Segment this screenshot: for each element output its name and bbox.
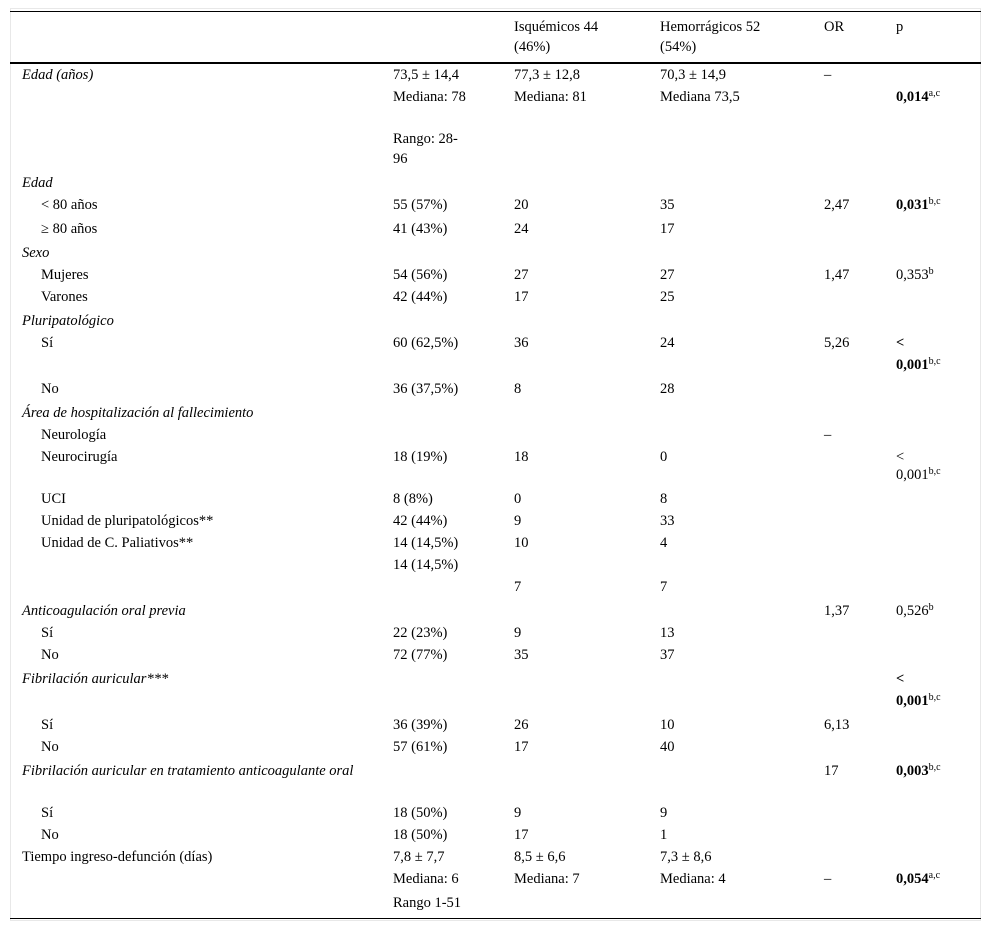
cell-isq: 35 [514, 647, 529, 663]
cell-total: 36 (39%) [393, 717, 448, 733]
cell-isq: 36 [514, 335, 529, 351]
cell-hem: 24 [660, 335, 675, 351]
cell-total: 60 (62,5%) [393, 335, 459, 351]
row-label: No [41, 827, 59, 843]
cell-isq: 18 [514, 449, 529, 465]
cell-hem: 35 [660, 197, 675, 213]
cell-total: 41 (43%) [393, 221, 448, 237]
cell-hem: 1 [660, 827, 668, 843]
row-label: Neurocirugía [41, 449, 118, 465]
row-label: UCI [41, 491, 66, 507]
row-label: Unidad de C. Paliativos** [41, 535, 194, 551]
header-col-or: OR [824, 19, 845, 35]
section-label-fibrilacion: Fibrilación auricular*** [22, 671, 169, 687]
cell-total: 18 (50%) [393, 827, 448, 843]
cell-total: 57 (61%) [393, 739, 448, 755]
header-col-p: p [896, 19, 904, 35]
cell-p: 0,014$^{a,c}$ [896, 88, 941, 105]
row-label: Unidad de pluripatológicos** [41, 513, 214, 529]
cell-p: 0,526$^b$ [896, 602, 934, 619]
cell-hem: 27 [660, 267, 675, 283]
cell-total: 42 (44%) [393, 513, 448, 529]
cell-hem-median: Mediana: 4 [660, 871, 726, 887]
cell-hem: 25 [660, 289, 675, 305]
cell-total: 7,8 ± 7,7 [393, 849, 445, 865]
header-col-isquemicos: Isquémicos 44 (46%) [514, 19, 599, 55]
top-rule [10, 11, 981, 12]
row-label: No [41, 647, 59, 663]
cell-total-median: Mediana: 6 [393, 871, 459, 887]
cell-p: 0,031$^{b,c}$ [896, 196, 941, 213]
section-label-area: Área de hospitalización al fallecimiento [22, 405, 254, 421]
cell-hem: 0 [660, 449, 668, 465]
cell-p: 0,003$^{b,c}$ [896, 762, 941, 779]
row-label: Sí [41, 805, 54, 821]
header-rule [10, 62, 981, 64]
cell-hem: 70,3 ± 14,9 [660, 67, 726, 83]
cell-hem: 28 [660, 381, 675, 397]
section-label-sexo: Sexo [22, 245, 50, 261]
cell-total: 14 (14,5%) [393, 535, 459, 551]
row-label: Sí [41, 625, 54, 641]
cell-isq: 27 [514, 267, 529, 283]
row-label: Tiempo ingreso-defunción (días) [22, 849, 213, 865]
cell-isq: 17 [514, 289, 529, 305]
cell-p: 0,001$^{b,c}$ [896, 356, 941, 373]
cell-or: 6,13 [824, 717, 850, 733]
cell-isq-median: Mediana: 81 [514, 89, 587, 105]
row-label: ≥ 80 años [41, 221, 98, 237]
cell-hem: 37 [660, 647, 675, 663]
cell-or: 1,47 [824, 267, 850, 283]
cell-p: 0,353$^b$ [896, 266, 934, 283]
cell-total-median: Mediana: 78 [393, 89, 466, 105]
cell-hem: 7 [660, 579, 668, 595]
cell-hem: 40 [660, 739, 675, 755]
cell-p-lt: < [896, 449, 905, 465]
cell-p: 0,054$^{a,c}$ [896, 870, 941, 887]
cell-hem: 33 [660, 513, 675, 529]
cell-isq: 8 [514, 381, 522, 397]
cell-isq: 8,5 ± 6,6 [514, 849, 566, 865]
cell-hem: 10 [660, 717, 675, 733]
cell-or: 5,26 [824, 335, 850, 351]
cell-total-2: 14 (14,5%) [393, 557, 459, 573]
cell-isq: 9 [514, 625, 522, 641]
row-label: < 80 años [41, 197, 98, 213]
cell-total-range: Rango 1-51 [393, 895, 462, 911]
cell-or: – [824, 427, 832, 443]
cell-hem-median: Mediana 73,5 [660, 89, 740, 105]
cell-total: 42 (44%) [393, 289, 448, 305]
cell-p: 0,001$^{b,c}$ [896, 692, 941, 709]
header-col-hemorragicos: Hemorrágicos 52 (54%) [660, 19, 761, 55]
row-label: Sí [41, 335, 54, 351]
cell-p-lt: < [896, 671, 905, 687]
cell-or: 2,47 [824, 197, 850, 213]
cell-total-range: Rango: 28-96 [393, 131, 458, 167]
row-label: No [41, 739, 59, 755]
cell-p-lt: < [896, 335, 905, 351]
bottom-rule [10, 918, 981, 919]
cell-isq: 10 [514, 535, 529, 551]
cell-hem: 9 [660, 805, 668, 821]
cell-hem: 7,3 ± 8,6 [660, 849, 712, 865]
row-label: Varones [41, 289, 88, 305]
cell-isq: 24 [514, 221, 529, 237]
cell-isq: 17 [514, 827, 529, 843]
cell-isq: 7 [514, 579, 522, 595]
cell-isq: 20 [514, 197, 529, 213]
cell-total: 72 (77%) [393, 647, 448, 663]
cell-total: 36 (37,5%) [393, 381, 459, 397]
cell-isq: 9 [514, 513, 522, 529]
cell-p: 0,001$^{b,c}$ [896, 466, 941, 483]
cell-hem: 8 [660, 491, 668, 507]
cell-total: 54 (56%) [393, 267, 448, 283]
cell-hem: 4 [660, 535, 668, 551]
section-label-edad: Edad [22, 175, 53, 191]
row-label: Sí [41, 717, 54, 733]
cell-or: – [824, 871, 832, 887]
cell-total: 8 (8%) [393, 491, 433, 507]
cell-total: 73,5 ± 14,4 [393, 67, 459, 83]
cell-total: 55 (57%) [393, 197, 448, 213]
row-label: Edad (años) [22, 67, 94, 83]
cell-isq-median: Mediana: 7 [514, 871, 580, 887]
row-label: Neurología [41, 427, 107, 443]
cell-or: – [824, 67, 832, 83]
cell-hem: 17 [660, 221, 675, 237]
table-frame [10, 8, 981, 921]
cell-isq: 0 [514, 491, 522, 507]
cell-isq: 17 [514, 739, 529, 755]
cell-hem: 13 [660, 625, 675, 641]
section-label-anticoagulacion: Anticoagulación oral previa [22, 603, 186, 619]
section-label-fa-anticoagulante: Fibrilación auricular en tratamiento anticoagulante oral [22, 763, 354, 779]
cell-total: 22 (23%) [393, 625, 448, 641]
cell-total: 18 (50%) [393, 805, 448, 821]
cell-isq: 77,3 ± 12,8 [514, 67, 580, 83]
cell-or: 17 [824, 763, 839, 779]
row-label: Mujeres [41, 267, 89, 283]
cell-or: 1,37 [824, 603, 850, 619]
row-label: No [41, 381, 59, 397]
cell-isq: 26 [514, 717, 529, 733]
cell-isq: 9 [514, 805, 522, 821]
cell-total: 18 (19%) [393, 449, 448, 465]
section-label-pluripatologico: Pluripatológico [22, 313, 114, 329]
